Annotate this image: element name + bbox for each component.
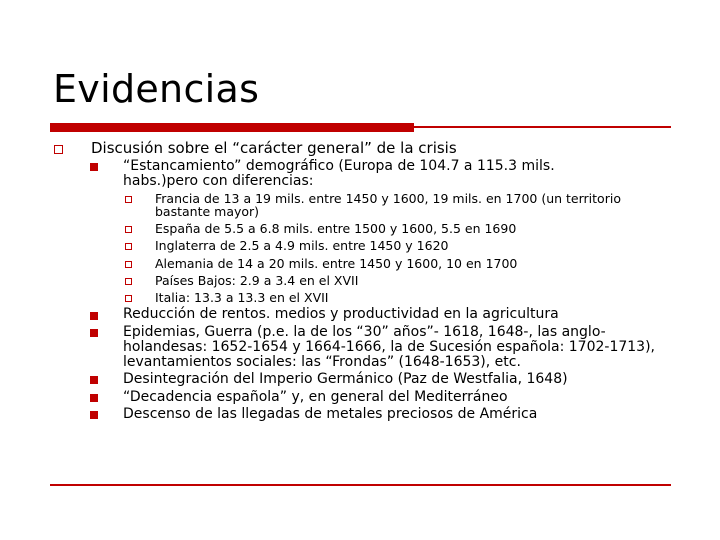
filled-square-icon xyxy=(90,329,98,337)
level3-item: Países Bajos: 2.9 a 3.4 en el XVII xyxy=(155,273,359,288)
level2-item: “Estancamiento” demográfico (Europa de 104.7 a 115.3 mils. habs.)pero con diferencias: xyxy=(123,158,555,189)
level2-item: Reducción de rentos. medios y productividad en la agricultura xyxy=(123,306,559,322)
level3-item: Inglaterra de 2.5 a 4.9 mils. entre 1450 y 1620 xyxy=(155,238,449,253)
filled-square-icon xyxy=(90,411,98,419)
level3-item: España de 5.5 a 6.8 mils. entre 1500 y 1600, 5.5 en 1690 xyxy=(155,221,517,236)
level3-item: Alemania de 14 a 20 mils. entre 1450 y 1600, 10 en 1700 xyxy=(155,256,518,271)
hollow-square-icon xyxy=(125,295,132,302)
hollow-square-icon xyxy=(125,226,132,233)
level3-item: Italia: 13.3 a 13.3 en el XVII xyxy=(155,290,329,305)
filled-square-icon xyxy=(90,376,98,384)
level3-item: Francia de 13 a 19 mils. entre 1450 y 1600, 19 mils. en 1700 (un territorio bastante mayor) xyxy=(155,191,621,219)
level2-item: Descenso de las llegadas de metales preciosos de América xyxy=(123,406,538,422)
hollow-square-icon xyxy=(125,196,132,203)
slide-title: Evidencias xyxy=(53,67,260,111)
level2-item: Desintegración del Imperio Germánico (Paz de Westfalia, 1648) xyxy=(123,371,568,387)
filled-square-icon xyxy=(90,312,98,320)
footer-divider xyxy=(50,484,671,486)
level1-item: Discusión sobre el “carácter general” de la crisis xyxy=(91,139,457,157)
hollow-square-icon xyxy=(54,145,63,154)
level2-item: “Decadencia española” y, en general del Mediterráneo xyxy=(123,389,508,405)
hollow-square-icon xyxy=(125,243,132,250)
hollow-square-icon xyxy=(125,278,132,285)
filled-square-icon xyxy=(90,163,98,171)
hollow-square-icon xyxy=(125,261,132,268)
title-underline-accent xyxy=(50,123,414,132)
filled-square-icon xyxy=(90,394,98,402)
level2-item: Epidemias, Guerra (p.e. la de los “30” años”- 1618, 1648-, las anglo-holandesas: 1652-1654 y 1664-1666, la de Sucesión española: 1702-1713), levantamientos sociales: las “Frondas” (1648-1653), etc. xyxy=(123,324,655,370)
